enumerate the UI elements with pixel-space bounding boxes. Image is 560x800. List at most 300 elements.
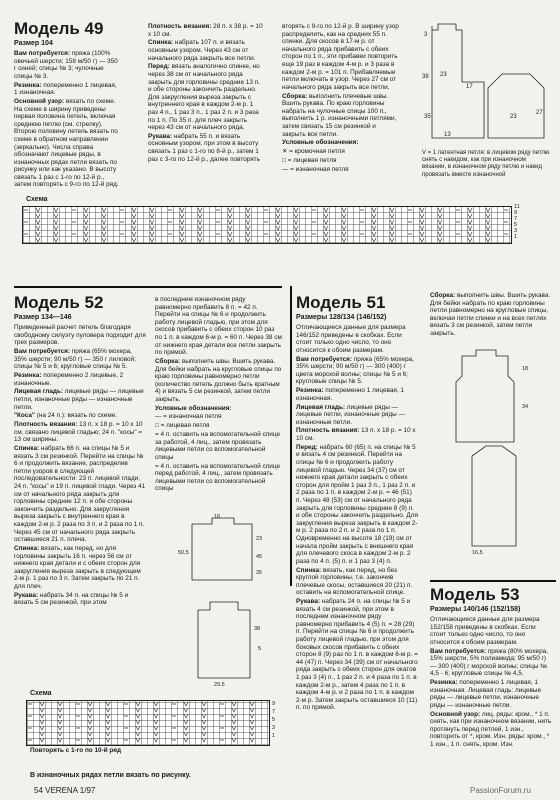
divider xyxy=(430,580,556,582)
v-stitch-symbol xyxy=(246,208,250,212)
paragraph-heading: Плотность вязания: xyxy=(14,421,78,429)
v-stitch-symbol xyxy=(84,232,88,236)
v-stitch-symbol xyxy=(136,726,140,730)
v-stitch-symbol xyxy=(180,232,184,236)
paragraph-text: пряжа (80% мохера, 15% шерсти, 5% полиамида; 95 м/50 г) — 300 (400) г морской волны; спицы № 4,5 - 6; кругловые спицы № 4,5. xyxy=(430,647,548,678)
paragraph xyxy=(155,431,283,461)
v-stitch-symbol xyxy=(102,214,106,218)
m49-dim-7: 23 xyxy=(510,114,517,120)
v-stitch-symbol xyxy=(154,702,158,706)
paragraph xyxy=(14,545,146,591)
paragraph xyxy=(148,39,263,62)
v-stitch-symbol xyxy=(40,732,44,736)
paragraph-text: попеременно 2 лицевые, 2 изнаночные. xyxy=(14,371,124,387)
page-footer: 54 VERENA 1/97 xyxy=(34,786,96,795)
v-stitch-symbol xyxy=(390,220,394,224)
v-stitch-symbol xyxy=(324,214,328,218)
row-number: 5 xyxy=(272,717,276,723)
paragraph-text: набрать 107 п. и вязать основным узором. Через 43 см от начального ряда закрыть все петли. xyxy=(148,39,256,62)
v-stitch-symbol xyxy=(276,226,280,230)
model49-size: Размер 104 xyxy=(14,40,53,47)
v-stitch-symbol xyxy=(180,214,184,218)
paragraph-heading: Лицевая гладь: xyxy=(14,388,64,396)
paragraph-heading: Сборка: xyxy=(282,92,308,100)
v-stitch-symbol xyxy=(84,214,88,218)
paragraph xyxy=(296,356,418,386)
row-number: 1 xyxy=(514,234,518,240)
v-stitch-symbol xyxy=(342,214,346,218)
v-stitch-symbol xyxy=(184,720,188,724)
v-stitch-symbol xyxy=(184,726,188,730)
v-stitch-symbol xyxy=(390,232,394,236)
v-stitch-symbol xyxy=(342,232,346,236)
v-stitch-symbol xyxy=(136,702,140,706)
paragraph-text: набрать 24 п. на спицы № 5 и вязать 4 см резинкой, при этом в последнем изнаночном ряду равномерно прибавить 4 (5) п. = 28 (29) п. Перейти на спицы № 6 и продолжить работу лицевой гладью, при этом для боковых скосов прибавить с обеих сторон 8 (9) раз по 1 п. в каждом 6-м р. = 44 (47) п. Через 34 (39) см от начального ряда закрыть с обеих сторон для окатов 1 раз 3 (4) п., 1 раз 2 п. и 4 раза по 1 п. в каждом 2-м р., затем 4 раза по 1 п. в каждом 4-м р. и 2 раза по 1 п. в каждом 2-м р. Затем закрыть оставшиеся 10 (11) п. по прямой. xyxy=(296,598,418,712)
paragraph-heading: Перед: xyxy=(296,443,318,451)
v-stitch-symbol xyxy=(58,702,62,706)
v-stitch-symbol xyxy=(372,208,376,212)
watermark: PassionForum.ru xyxy=(470,786,531,795)
model51-pattern-diagram xyxy=(432,346,552,556)
v-stitch-symbol xyxy=(342,226,346,230)
m49-dim-1: 3 xyxy=(424,32,428,38)
v-stitch-symbol xyxy=(150,214,154,218)
v-stitch-symbol xyxy=(438,214,442,218)
paragraph-heading: Вам потребуется: xyxy=(14,50,71,57)
scheme2-label: Схема xyxy=(30,690,52,697)
v-stitch-symbol xyxy=(420,238,424,242)
paragraph xyxy=(296,324,418,354)
paragraph-text: — = изнаночная петля xyxy=(155,413,222,421)
v-stitch-symbol xyxy=(184,738,188,742)
paragraph-heading: Резинка: xyxy=(14,371,42,379)
v-stitch-symbol xyxy=(372,220,376,224)
paragraph-heading: "Коса" xyxy=(14,412,35,420)
v-stitch-symbol xyxy=(84,208,88,212)
model49-text-1 xyxy=(14,50,120,189)
v-stitch-symbol xyxy=(88,708,92,712)
divider xyxy=(290,286,292,586)
paragraph-text: вязать по схеме. На схеме в ширину приведены первая половина петель, включая среднюю петлю (см. стрелку). Второю половину петель вязать по схеме в обратном направлении (зеркально). Числа справа обозначают лицевые ряды, в изнаночных рядах петли вязать по рисунку или как указано. В высоту связать 1 раз с 1-го по 12-й р., затем повторять с 9-го по 12-й ряд. xyxy=(14,97,119,189)
paragraph xyxy=(430,679,552,709)
paragraph-text: лицевые ряды — лицевые петли, изнаночные ряды — изнаночные петли. xyxy=(14,388,144,411)
paragraph xyxy=(14,445,146,544)
v-stitch-symbol xyxy=(106,702,110,706)
m49-dim-4: 13 xyxy=(444,132,451,138)
v-stitch-symbol xyxy=(40,738,44,742)
m49-dim-6: 35 xyxy=(424,114,431,120)
v-stitch-symbol xyxy=(246,220,250,224)
paragraph-heading: Лицевая гладь: xyxy=(296,403,346,411)
model53-size: Размеры 140/146 (152/158) xyxy=(430,606,521,613)
paragraph-heading: Резинка: xyxy=(296,387,324,395)
paragraph-heading: Вам потребуется: xyxy=(296,355,353,363)
v-stitch-symbol xyxy=(438,208,442,212)
paragraph xyxy=(296,598,418,712)
v-stitch-symbol xyxy=(88,732,92,736)
model52-text-2 xyxy=(155,296,283,494)
v-stitch-symbol xyxy=(150,208,154,212)
v-stitch-symbol xyxy=(390,214,394,218)
v-stitch-symbol xyxy=(40,720,44,724)
v-stitch-symbol xyxy=(102,220,106,224)
v-stitch-symbol xyxy=(198,226,202,230)
v-stitch-symbol xyxy=(324,226,328,230)
v-stitch-symbol xyxy=(180,220,184,224)
v-stitch-symbol xyxy=(228,232,232,236)
paragraph xyxy=(155,296,283,357)
paragraph-text: выполнить швы. Вшить рукава. Для бейки набрать по краю горловины петли равномерно на кругловые спицы, включая петли спинки и на всех петлях вязать 3 см резинкой, затем петли закрыть. xyxy=(430,292,551,337)
v-stitch-symbol xyxy=(276,238,280,242)
model52-pattern-diagram xyxy=(178,510,288,686)
paragraph-text: Приведенный расчет петель благодаря свободному силуэту пуловера подходит для трех размеров. xyxy=(14,324,146,347)
v-stitch-symbol xyxy=(136,714,140,718)
svg-text:18: 18 xyxy=(522,366,529,372)
v-stitch-symbol xyxy=(54,214,58,218)
v-stitch-symbol xyxy=(438,232,442,236)
v-stitch-symbol xyxy=(132,232,136,236)
row-number: 1 xyxy=(272,733,276,739)
paragraph-text: 13 п. x 18 р. = 10 x 10 см, связано лицевой гладью; 24 п. "косы" = 13 см ширины. xyxy=(14,421,143,444)
model51-title: Модель 51 xyxy=(296,293,386,312)
v-stitch-symbol xyxy=(420,232,424,236)
v-stitch-symbol xyxy=(58,738,62,742)
paragraph-heading: Условные обозначения: xyxy=(282,139,359,147)
v-stitch-symbol xyxy=(88,726,92,730)
v-stitch-symbol xyxy=(468,232,472,236)
paragraph xyxy=(430,711,552,749)
v-stitch-symbol xyxy=(102,226,106,230)
paragraph-text: □ = лицевая петля xyxy=(155,422,210,430)
paragraph-text: вязать аналогично спинке, но через 38 см от начального ряда закрыть для горловины средние 13 п. и обе стороны закончить раздельно. Для закругления выреза закрыть с внутреннего края в каждом 2-м р. 1 раз 4 п., 1 раз 3 п., 1 раз 2 п. и 3 раза по 1 п. По 35 п. для плеч закрыть через 43 см от начального ряда. xyxy=(148,63,260,132)
paragraph-text: в последнем изнаночном ряду равномерно прибавить 8 п. = 42 п. Перейти на спицы № 6 и продолжить работу лицевой гладью, при этом для скосов прибавить с обеих сторон 10 раз по 1 п. в каждом 6-м р. = 60 п. Через 38 см от нижнего края детали все петли закрыть по прямой. xyxy=(155,296,282,357)
paragraph-text: вязать, как перед, но для горловины закрыть 16 п. через 56 см от нижнего края детали и с обеих сторон для закругления выреза закрыть в следующем 2-м р. 1 раз по 3 п. Затем закрыть по 21 п. для плеч. xyxy=(14,544,141,590)
v-stitch-symbol xyxy=(468,208,472,212)
paragraph-text: = 4 п. оставить на вспомогательной спице за работой, 4 лиц., затем провязать лицевыми петли со вспомогательной спицы xyxy=(155,431,281,461)
v-stitch-symbol xyxy=(294,220,298,224)
v-stitch-symbol xyxy=(180,226,184,230)
v-stitch-symbol xyxy=(486,214,490,218)
scheme1-row-numbers xyxy=(514,204,520,240)
model49-col1 xyxy=(14,20,120,190)
svg-text:29,5: 29,5 xyxy=(214,682,225,686)
paragraph-text: Отличающиеся данные для размера 146/152 приведены в скобках. Если стоит только одно число, то оно относится к обоим размерам. xyxy=(296,324,406,354)
v-stitch-symbol xyxy=(106,708,110,712)
paragraph xyxy=(14,592,146,607)
paragraph-heading: Спинка: xyxy=(148,39,174,47)
v-stitch-symbol xyxy=(102,238,106,242)
row-number: 3 xyxy=(514,228,518,234)
paragraph xyxy=(282,148,400,156)
v-stitch-symbol xyxy=(54,220,58,224)
v-stitch-symbol xyxy=(88,738,92,742)
v-stitch-symbol xyxy=(276,214,280,218)
paragraph xyxy=(148,23,263,38)
paragraph-heading: Условные обозначения: xyxy=(155,404,232,412)
v-stitch-symbol xyxy=(202,732,206,736)
v-stitch-symbol xyxy=(232,708,236,712)
v-stitch-symbol xyxy=(58,708,62,712)
v-stitch-symbol xyxy=(232,702,236,706)
v-stitch-symbol xyxy=(250,738,254,742)
scheme1-label: Схема xyxy=(26,196,48,203)
v-stitch-symbol xyxy=(250,720,254,724)
v-stitch-symbol xyxy=(136,720,140,724)
paragraph-text: выполнить плечевые швы. Вшить рукава. По краю горловины набрать на чулочные спицы 100 п., выполнить 1 р. изнаночными петлями, затем связать 15 см резинкой и закрыть все петли. xyxy=(282,92,397,138)
v-stitch-symbol xyxy=(294,208,298,212)
paragraph-heading: Вам потребуется: xyxy=(14,347,71,355)
paragraph-heading: Перед: xyxy=(148,63,170,71)
model53-title: Модель 53 xyxy=(430,585,520,604)
v-stitch-symbol xyxy=(106,714,110,718)
v-stitch-symbol xyxy=(276,208,280,212)
paragraph xyxy=(14,412,146,420)
v-stitch-symbol xyxy=(54,232,58,236)
paragraph-heading: Плотность вязания: xyxy=(148,23,212,30)
v-stitch-symbol xyxy=(132,220,136,224)
paragraph xyxy=(155,358,283,404)
v-stitch-symbol xyxy=(36,232,40,236)
paragraph-text: □ = лицевая петля xyxy=(282,156,337,164)
v-stitch-symbol xyxy=(88,714,92,718)
v-stitch-symbol xyxy=(180,208,184,212)
v-stitch-symbol xyxy=(136,738,140,742)
v-stitch-symbol xyxy=(202,702,206,706)
v-stitch-symbol xyxy=(106,726,110,730)
v-stitch-symbol xyxy=(250,732,254,736)
v-stitch-symbol xyxy=(132,208,136,212)
v-stitch-symbol xyxy=(342,220,346,224)
v-stitch-symbol xyxy=(36,220,40,224)
v-stitch-symbol xyxy=(106,732,110,736)
v-stitch-symbol xyxy=(228,220,232,224)
v-stitch-symbol xyxy=(342,208,346,212)
v-stitch-symbol xyxy=(202,714,206,718)
v-stitch-symbol xyxy=(198,232,202,236)
v-stitch-symbol xyxy=(228,226,232,230)
model53-text-1 xyxy=(430,616,552,749)
svg-text:38: 38 xyxy=(254,626,261,632)
v-stitch-symbol xyxy=(228,214,232,218)
paragraph-text: набрать 34 п. на спицы № 5 и вязать 5 см резинкой, при этом xyxy=(14,591,129,607)
v-stitch-symbol xyxy=(36,214,40,218)
v-stitch-symbol xyxy=(438,238,442,242)
paragraph-text: Отличающиеся данные для размера 152/158 приведены в скобках. Если стоит только одно число, то оно относится к обоим размерам. xyxy=(430,616,540,646)
v-stitch-symbol xyxy=(486,208,490,212)
paragraph xyxy=(155,413,283,421)
v-stitch-symbol xyxy=(102,232,106,236)
svg-text:23: 23 xyxy=(256,536,263,542)
v-stitch-symbol xyxy=(88,720,92,724)
v-stitch-symbol xyxy=(468,238,472,242)
v-stitch-symbol xyxy=(102,208,106,212)
row-number: 9 xyxy=(272,701,276,707)
v-stitch-symbol xyxy=(154,708,158,712)
v-stitch-symbol xyxy=(420,226,424,230)
v-stitch-symbol xyxy=(294,238,298,242)
row-number: 11 xyxy=(514,204,520,210)
scheme2-note-2: В изнаночных рядах петли вязать по рисунку. xyxy=(30,772,191,779)
scheme2-grid xyxy=(26,700,270,746)
v-stitch-symbol xyxy=(324,232,328,236)
paragraph-heading: Спинка: xyxy=(14,544,40,552)
paragraph xyxy=(282,139,400,147)
v-stitch-symbol xyxy=(372,226,376,230)
model49-text-3 xyxy=(282,23,400,174)
paragraph-heading: Рукава: xyxy=(296,598,321,606)
paragraph-heading: Вам потребуется: xyxy=(430,647,487,655)
v-stitch-symbol xyxy=(154,726,158,730)
model49-pattern-diagram xyxy=(422,18,552,146)
v-stitch-symbol xyxy=(198,214,202,218)
v-stitch-symbol xyxy=(136,732,140,736)
paragraph-heading: Сборка: xyxy=(430,292,456,299)
v-stitch-symbol xyxy=(198,220,202,224)
v-stitch-symbol xyxy=(246,214,250,218)
v-stitch-symbol xyxy=(40,714,44,718)
paragraph xyxy=(430,292,552,338)
v-stitch-symbol xyxy=(246,238,250,242)
v-stitch-symbol xyxy=(184,732,188,736)
model51-size: Размеры 128/134 (146/152) xyxy=(296,314,387,321)
paragraph-heading: Резинка: xyxy=(430,679,458,687)
v-stitch-symbol xyxy=(150,232,154,236)
v-stitch-symbol xyxy=(246,232,250,236)
svg-text:45: 45 xyxy=(256,554,263,560)
v-stitch-symbol xyxy=(202,708,206,712)
paragraph xyxy=(14,324,146,347)
v-stitch-symbol xyxy=(390,238,394,242)
paragraph xyxy=(14,372,146,387)
v-stitch-symbol xyxy=(136,708,140,712)
v-stitch-symbol xyxy=(276,232,280,236)
v-stitch-symbol xyxy=(232,738,236,742)
v-stitch-symbol xyxy=(36,238,40,242)
paragraph xyxy=(296,387,418,402)
paragraph-text: набрать 60 (65) п. на спицы № 5 и вязать 4 см резинкой. Перейти на спицы № 6 и продолжить работу лицевой гладью. Через 34 (37) см от нижнего края детали закрыть с обеих сторон для пройм 1 раз 3 п., 1 раз 2 п. и 2 раза по 1 п. в каждом 2-м р. = 46 (51) п. Через 48 (53) см от начального ряда закрыть для горловины средние 8 (9) п. и обе стороны закончить раздельно. Для закругления выреза закрыть в каждом 2-м р. 2 раза по 2 п. и 2 раза по 1 п. Одновременно на высоте 18 (19) см от начала пройм закрыть с внешнего края для плечевого скоса в каждом 2-м р. 2 раза по 4 п. (5) п. и 1 раз 3 (4) п. xyxy=(296,443,418,565)
v-stitch-symbol xyxy=(468,214,472,218)
v-stitch-symbol xyxy=(84,220,88,224)
v-stitch-symbol xyxy=(294,226,298,230)
paragraph-text: пряжа (65% мохера, 35% шерсти; 90 м/50 г) — 300 (400) г цвета морской волны; спицы № 5 и 6; кругловые спицы № 5. xyxy=(296,355,414,386)
paragraph xyxy=(155,422,283,430)
v-stitch-symbol xyxy=(40,726,44,730)
v-stitch-symbol xyxy=(294,214,298,218)
paragraph xyxy=(14,50,120,80)
model53-col1 xyxy=(430,586,552,750)
paragraph-heading: Основной узор: xyxy=(14,97,65,105)
paragraph xyxy=(282,166,400,174)
v-stitch-symbol xyxy=(324,220,328,224)
v-stitch-symbol xyxy=(84,226,88,230)
v-stitch-symbol xyxy=(40,702,44,706)
v-stitch-symbol xyxy=(294,232,298,236)
paragraph-text: выполнить швы. Вшить рукава. Для бейки набрать на кругловые спицы по краю горловины равномерно петли (количество петель должно быть кратным 4) и вязать 5 см резинкой, затем петли закрыть. xyxy=(155,357,282,403)
paragraph-text: вязать, как перед, но без круглой горловины, т.е. закончив плечевые скосы, оставшиеся 20 (21) п. оставить на вспомогательной спице. xyxy=(296,566,413,597)
v-stitch-symbol xyxy=(486,238,490,242)
divider xyxy=(14,286,282,288)
m49-dim-3: 17 xyxy=(466,84,473,90)
v-stitch-symbol xyxy=(486,220,490,224)
paragraph xyxy=(155,405,283,413)
paragraph-text: попеременно 1 лицевая, 1 изнаночная. xyxy=(296,387,404,402)
scheme2-note: Повторять с 1-го по 10-й ряд xyxy=(30,747,122,754)
v-stitch-symbol xyxy=(232,714,236,718)
v-stitch-symbol xyxy=(58,732,62,736)
paragraph-heading: Резинка: xyxy=(14,81,42,89)
paragraph xyxy=(14,82,120,97)
v-stitch-symbol xyxy=(228,238,232,242)
svg-text:16,5: 16,5 xyxy=(472,550,483,556)
paragraph-text: лиц. ряды: кром., * 1 п. снять, как при изнаночном вязании, нить протянуть перед петлей, 1 изн., повторить от *, кром. Изн. ряды: кром., * 1 изн., 1 п. снять, кром. Изн. xyxy=(430,710,552,749)
paragraph xyxy=(296,444,418,566)
paragraph xyxy=(430,616,552,646)
model51-text-1 xyxy=(296,324,418,712)
v-stitch-symbol xyxy=(468,226,472,230)
paragraph xyxy=(430,648,552,678)
v-stitch-symbol xyxy=(250,702,254,706)
v-stitch-symbol xyxy=(58,720,62,724)
svg-text:35: 35 xyxy=(256,570,263,576)
paragraph-text: пряжа (65% мохера, 35% шерсти; 90 м/50 г) — 350 г лиловой; спицы № 5 и 6; кругловые спицы № 5. xyxy=(14,347,136,371)
v-stitch-symbol xyxy=(342,238,346,242)
model49-legend-v: V = 1 патентная петля: в лицевом ряду петлю снять с накидом, как при изнаночном вязании, в изнаночном ряду петлю и накид провязать вместе изнаночной xyxy=(422,150,550,178)
v-stitch-symbol xyxy=(420,220,424,224)
v-stitch-symbol xyxy=(154,732,158,736)
model49-title: Модель 49 xyxy=(14,19,104,38)
v-stitch-symbol xyxy=(468,220,472,224)
model52-col1 xyxy=(14,294,146,608)
v-stitch-symbol xyxy=(372,232,376,236)
paragraph-text: (на 24 п.): вязать по схеме. xyxy=(34,412,118,420)
v-stitch-symbol xyxy=(202,726,206,730)
v-stitch-symbol xyxy=(420,208,424,212)
v-stitch-symbol xyxy=(202,720,206,724)
v-stitch-symbol xyxy=(180,238,184,242)
v-stitch-symbol xyxy=(150,238,154,242)
v-stitch-symbol xyxy=(232,732,236,736)
paragraph-text: попеременно 1 лицевая, 1 изнаночная. Лицевая гладь: лицевые ряды — лицевые петли, изнаночные ряды — изнаночные петли. xyxy=(430,679,542,709)
svg-text:50,5: 50,5 xyxy=(178,550,189,556)
paragraph-text: пряжа (100% овечьей шерсти; 158 м/50 г) — 350 г синей; спицы № 3; чулочные спицы № 3. xyxy=(14,50,118,80)
v-stitch-symbol xyxy=(154,714,158,718)
v-stitch-symbol xyxy=(150,226,154,230)
v-stitch-symbol xyxy=(390,226,394,230)
v-stitch-symbol xyxy=(106,738,110,742)
paragraph xyxy=(282,157,400,165)
paragraph xyxy=(14,388,146,411)
paragraph-text: лицевые ряды — лицевые петли, изнаночные ряды — изнаночные петли. xyxy=(296,403,405,426)
paragraph xyxy=(296,427,418,442)
paragraph-heading: Сборка: xyxy=(155,357,181,365)
v-stitch-symbol xyxy=(154,720,158,724)
paragraph xyxy=(155,463,283,493)
model52-text-1 xyxy=(14,324,146,607)
svg-text:5: 5 xyxy=(258,646,262,652)
paragraph xyxy=(296,567,418,597)
v-stitch-symbol xyxy=(246,226,250,230)
v-stitch-symbol xyxy=(36,208,40,212)
v-stitch-symbol xyxy=(228,208,232,212)
v-stitch-symbol xyxy=(58,714,62,718)
v-stitch-symbol xyxy=(150,220,154,224)
paragraph xyxy=(148,133,263,163)
paragraph xyxy=(282,23,400,91)
v-stitch-symbol xyxy=(58,726,62,730)
row-number: 5 xyxy=(514,222,518,228)
paragraph-heading: Рукава: xyxy=(148,132,173,140)
paragraph-text: = 4 п. оставить на вспомогательной спице перед работой, 4 лиц., затем провязать лицевыми петли со вспомогательной спицы xyxy=(155,462,281,493)
